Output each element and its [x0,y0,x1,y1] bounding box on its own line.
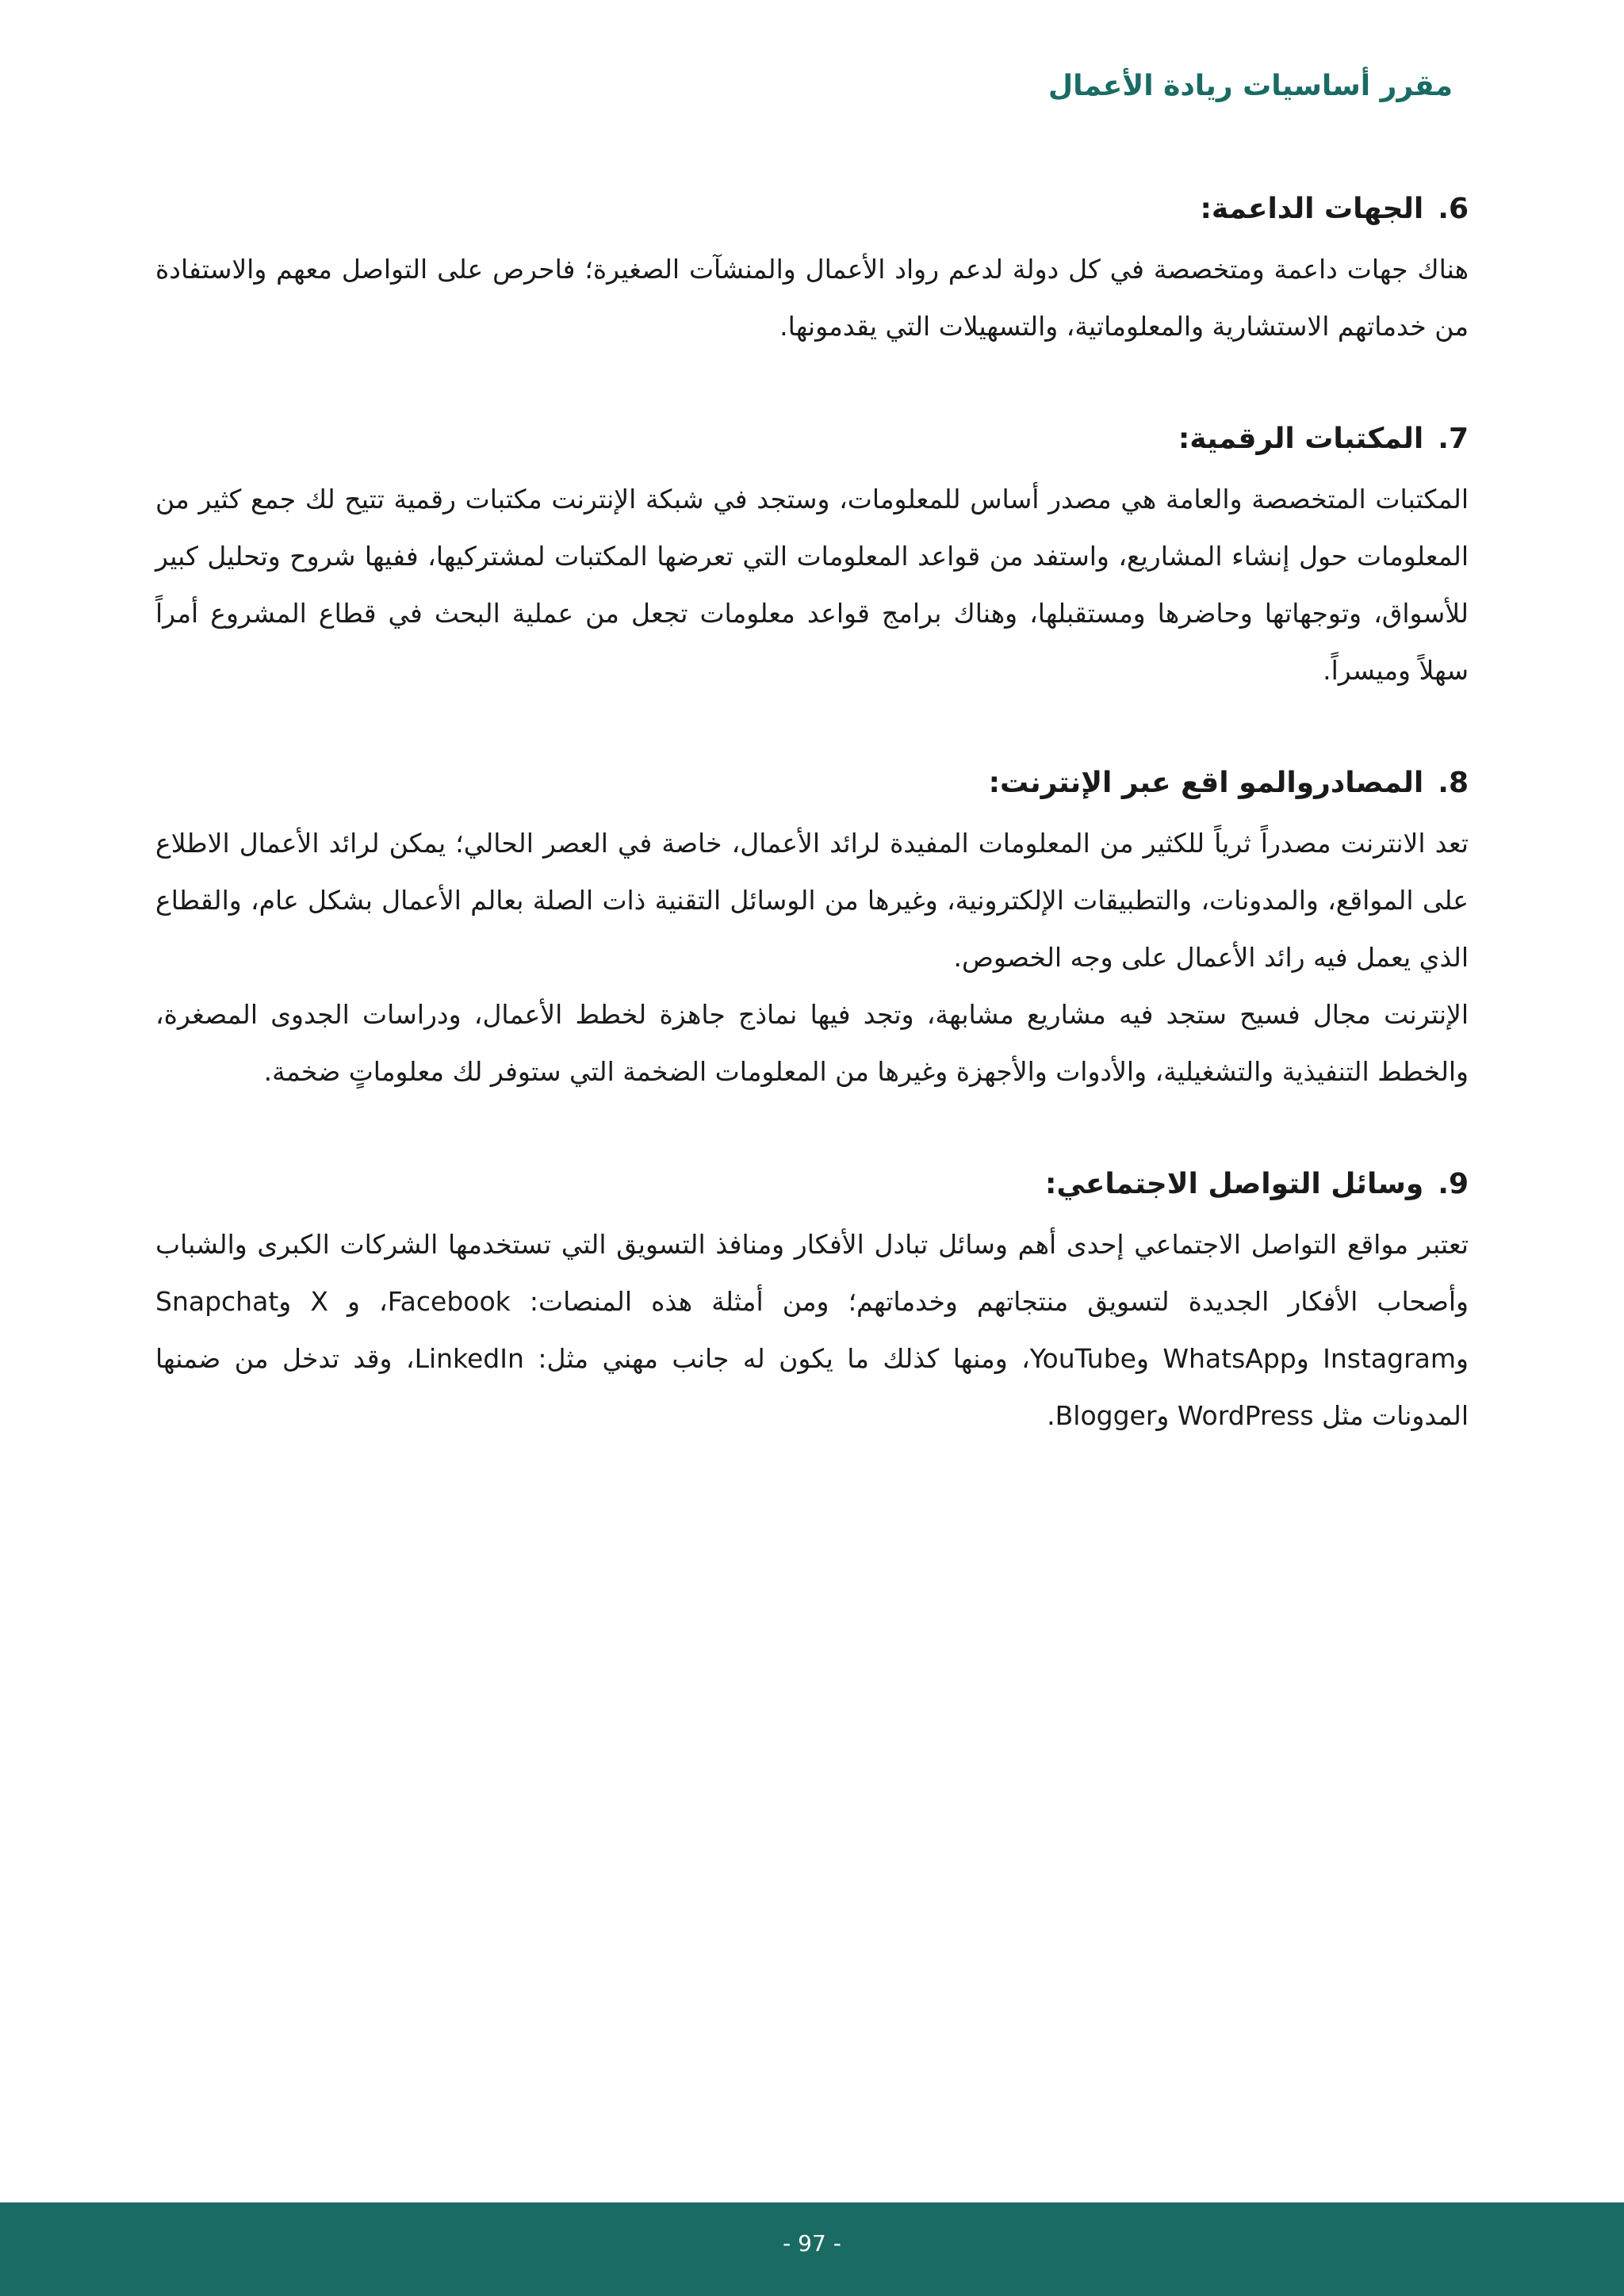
section-digital-libraries [155,417,1469,699]
section-online-sources [155,761,1469,1100]
section-supporting-entities [155,187,1469,355]
paragraph: المكتبات المتخصصة والعامة هي مصدر أساس للمعلومات، وستجد في شبكة الإنترنت مكتبات رقمية تتيح لك جمع كثير من المعلومات حول إنشاء المشاريع، واستفد من قواعد المعلومات التي تعرضها المكتبات لمشتركيها، ففيها شروح وتحليل كبير للأسواق، وتوجهاتها وحاضرها ومستقبلها، وهناك برامج قواعد معلومات تجعل من عملية البحث في قطاع المشروع أمراً سهلاً وميسراً. [155,484,1469,686]
paragraph: الإنترنت مجال فسيح ستجد فيه مشاريع مشابهة، وتجد فيها نماذج جاهزة لخطط الأعمال، ودراسات الجدوى المصغرة، والخطط التنفيذية والتشغيلية، والأدوات والأجهزة وغيرها من المعلومات الضخمة التي ستوفر لك معلوماتٍ ضخمة. [155,999,1469,1087]
section-title: وسائل التواصل الاجتماعي: [1045,1168,1424,1200]
section-title: المصادروالمو اقع عبر الإنترنت: [988,767,1424,799]
section-social-media [155,1162,1469,1445]
section-number: 9. [1438,1168,1469,1200]
section-heading [155,187,1469,232]
section-number: 6. [1438,193,1469,225]
paragraph: تعد الانترنت مصدراً ثرياً للكثير من المعلومات المفيدة لرائد الأعمال، خاصة في العصر الحالي؛ يمكن لرائد الأعمال الاطلاع على المواقع، والمدونات، والتطبيقات الإلكترونية، وغيرها من الوسائل التقنية ذات الصلة بعالم الأعمال بشكل عام، والقطاع الذي يعمل فيه رائد الأعمال على وجه الخصوص. [155,828,1469,973]
section-heading [155,761,1469,806]
running-header: مقرر أساسيات ريادة الأعمال [1048,70,1453,102]
section-number: 8. [1438,767,1469,799]
section-title: المكتبات الرقمية: [1178,423,1424,455]
paragraph: هناك جهات داعمة ومتخصصة في كل دولة لدعم رواد الأعمال والمنشآت الصغيرة؛ فاحرص على التواصل معهم والاستفادة من خدماتهم الاستشارية والمعلوماتية، والتسهيلات التي يقدمونها. [155,254,1469,342]
page-number: - 97 - [783,2230,841,2256]
paragraph: تعتبر مواقع التواصل الاجتماعي إحدى أهم وسائل تبادل الأفكار ومنافذ التسويق التي تستخدمها الشركات الكبرى والشباب وأصحاب الأفكار الجديدة لتسويق منتجاتهم وخدماتهم؛ ومن أمثلة هذه المنصات: Facebook، و X وSnapchat وInstagram وWhatsApp وYouTube، ومنها كذلك ما يكون له جانب مهني مثل: LinkedIn، وقد تدخل من ضمنها المدونات مثل WordPress وBlogger. [155,1229,1469,1431]
section-heading [155,417,1469,461]
document-body [155,187,1469,1506]
section-title: الجهات الداعمة: [1200,193,1424,225]
section-heading [155,1162,1469,1207]
section-number: 7. [1438,423,1469,455]
